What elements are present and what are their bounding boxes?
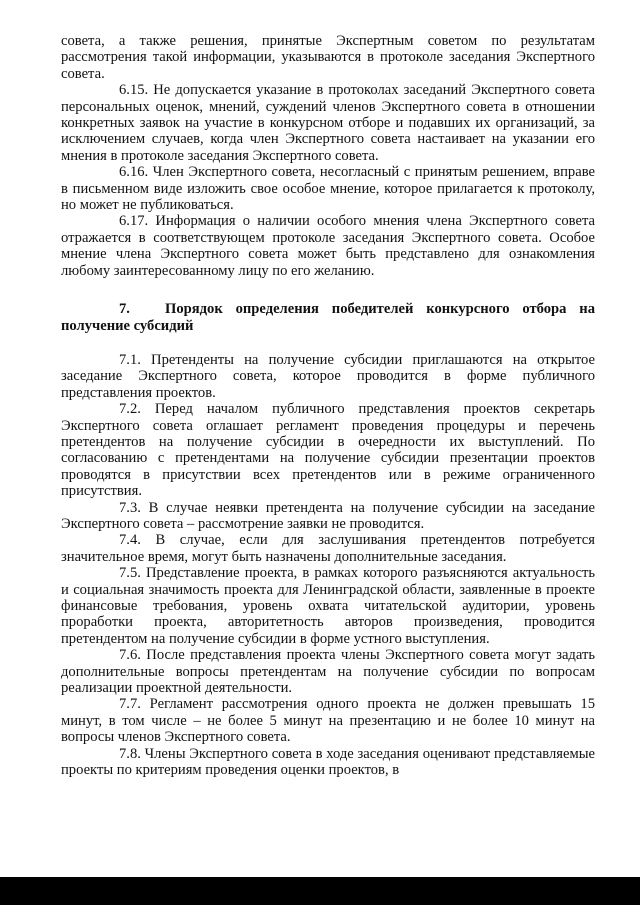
paragraph-7-4: 7.4. В случае, если для заслушивания претендентов потребуется значительное время, могут быть назначены дополнительные заседания. — [61, 532, 595, 565]
section-number: 7. — [119, 301, 130, 318]
section-title: Порядок определения победителей конкурсного отбора на получение субсидий — [61, 301, 595, 334]
section-heading — [61, 301, 595, 334]
paragraph-6-15: 6.15. Не допускается указание в протоколах заседаний Экспертного совета персональных оценок, мнений, суждений членов Экспертного совета в отношении конкретных заявок на участие в конкурсном отборе и подавших их организаций, за исключением случаев, когда член Экспертного совета настаивает на указании его мнения в протоколе заседания Экспертного совета. — [61, 82, 595, 164]
paragraph-6-16: 6.16. Член Экспертного совета, несогласный с принятым решением, вправе в письменном виде изложить свое особое мнение, которое прилагается к протоколу, но может не публиковаться. — [61, 164, 595, 214]
paragraph-continuation: совета, а также решения, принятые Экспертным советом по результатам рассмотрения такой информации, указываются в протоколе заседания Экспертного совета. — [61, 33, 595, 82]
paragraph-7-8: 7.8. Члены Экспертного совета в ходе заседания оценивают представляемые проекты по критериям проведения оценки проектов, в — [61, 745, 595, 779]
paragraph-7-1: 7.1. Претенденты на получение субсидии приглашаются на открытое заседание Экспертного совета, которое проводится в форме публичного представления проектов. — [61, 351, 595, 401]
paragraph-7-5: 7.5. Представление проекта, в рамках которого разъясняются актуальность и социальная значимость проекта для Ленинградской области, заявленные в проекте финансовые требования, уровень охвата читательской аудитории, уровень проработки проекта, авторитетность авторов произведения, проводится претендентом на получение субсидии в форме устного выступления. — [61, 565, 595, 647]
paragraph-7-2: 7.2. Перед началом публичного представления проектов секретарь Экспертного совета оглашает регламент проведения процедуры и перечень претендентов на получение субсидии в очередности их выступлений. По согласованию с претендентами на получение субсидии презентации проектов проводятся в присутствии всех претендентов или в режиме ограниченного присутствия. — [61, 401, 595, 500]
scan-bottom-border — [0, 877, 640, 905]
paragraph-7-6: 7.6. После представления проекта члены Экспертного совета могут задать дополнительные вопросы претендентам на получение субсидии по вопросам реализации проектной деятельности. — [61, 647, 595, 697]
paragraph-7-3: 7.3. В случае неявки претендента на получение субсидии на заседание Экспертного совета – рассмотрение заявки не проводится. — [61, 499, 595, 532]
document-page — [61, 33, 595, 778]
paragraph-7-7: 7.7. Регламент рассмотрения одного проекта не должен превышать 15 минут, в том числе – не более 5 минут на презентацию и не более 10 минут на вопросы членов Экспертного совета. — [61, 696, 595, 746]
paragraph-6-17: 6.17. Информация о наличии особого мнения члена Экспертного совета отражается в соответствующем протоколе заседания Экспертного совета. Особое мнение члена Экспертного совета может быть представлено для ознакомления любому заинтересованному лицу по его желанию. — [61, 213, 595, 279]
